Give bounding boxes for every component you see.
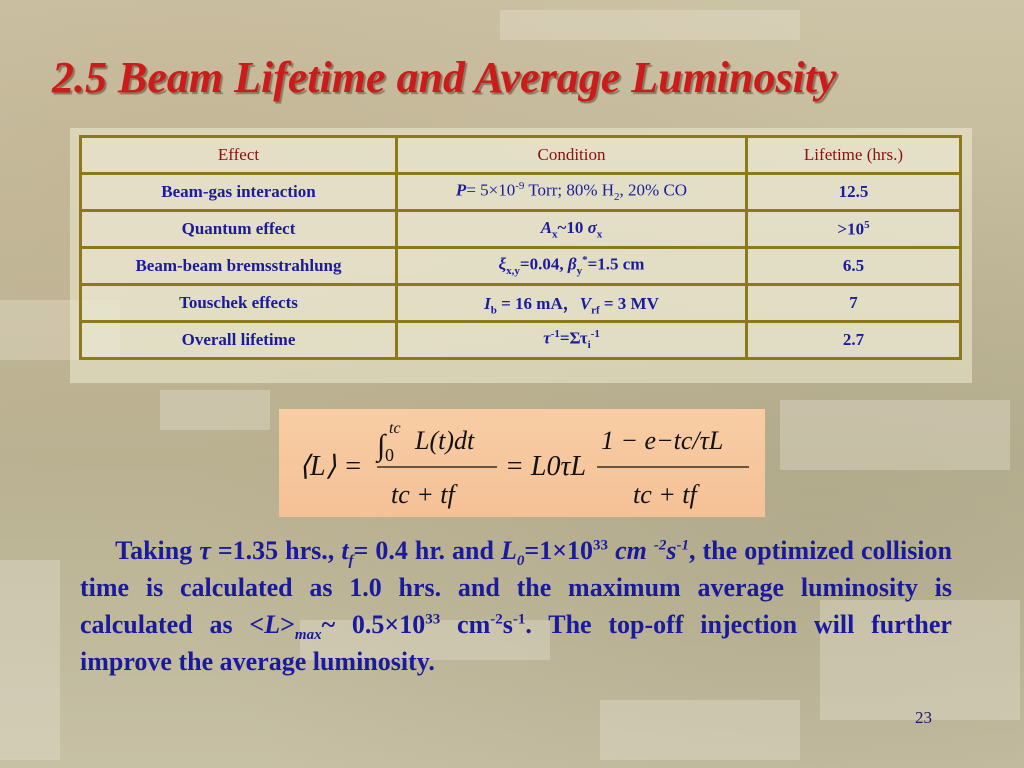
integral-upper-limit: tc [389,420,401,437]
lifetime-cell: 2.7 [747,322,961,359]
luminosity-formula [279,409,765,517]
table-row [81,248,961,285]
page-number: 23 [915,708,932,727]
lifetime-cell: 7 [747,285,961,322]
lifetime-cell: 12.5 [747,174,961,211]
table-row [81,211,961,248]
integrand: L(t)dt [415,426,475,455]
table-header-row [81,137,961,174]
table-row [81,322,961,359]
integral-sign: ∫ [377,429,386,462]
formula-lhs: ⟨L⟩ = [299,451,363,482]
effect-cell: Touschek effects [81,285,397,322]
lifetime-table [79,135,962,360]
formula-middle: = L0τL [505,451,587,482]
numerator-2: 1 − e−tc/τL [601,426,724,455]
condition-cell: $\xi_{x,y}=0.04$, $\beta_y^*=1.5$ cm [397,248,747,285]
lifetime-table-panel [70,128,972,383]
table-row [81,285,961,322]
condition-cell: $P= 5\times 10^{-9}$ Torr; 80% $H_2$, 20% CO [397,174,747,211]
integral-lower-limit: 0 [385,445,394,465]
condition-cell: $A_x\sim 10$ $\sigma_x$ [397,211,747,248]
header-lifetime: Lifetime (hrs.) [747,137,961,174]
effect-cell: Beam-gas interaction [81,174,397,211]
effect-cell: Overall lifetime [81,322,397,359]
explanation-paragraph: Taking τ =1.35 hrs., $t_f= 0.4$ hr. and $L_0=1\times 10^{33}$ cm $^{-2}s^{-1}$, the optimized collision time is calculated as 1.0 hrs. and the maximum average luminosity is calculated as $<L>_{max}\sim$ $0.5\times 10^{33}$ $cm^{-2}s^{-1}$. The top-off injection will further improve the average luminosity. [80,536,952,676]
slide-title: 2.5 Beam Lifetime and Average Luminosity [52,53,837,102]
denominator-1: tc + tf [391,480,455,509]
condition-cell: $I_b = 16$ mA，$V_{rf} = 3$ MV [397,285,747,322]
denominator-2: tc + tf [633,480,697,509]
condition-cell: $\tau^{-1}=\Sigma\tau_i^{-1}$ [397,322,747,359]
lifetime-cell: 6.5 [747,248,961,285]
header-condition: Condition [397,137,747,174]
effect-cell: Quantum effect [81,211,397,248]
lifetime-cell: $>10^5$ [747,211,961,248]
effect-cell: Beam-beam bremsstrahlung [81,248,397,285]
header-effect: Effect [81,137,397,174]
table-row [81,174,961,211]
